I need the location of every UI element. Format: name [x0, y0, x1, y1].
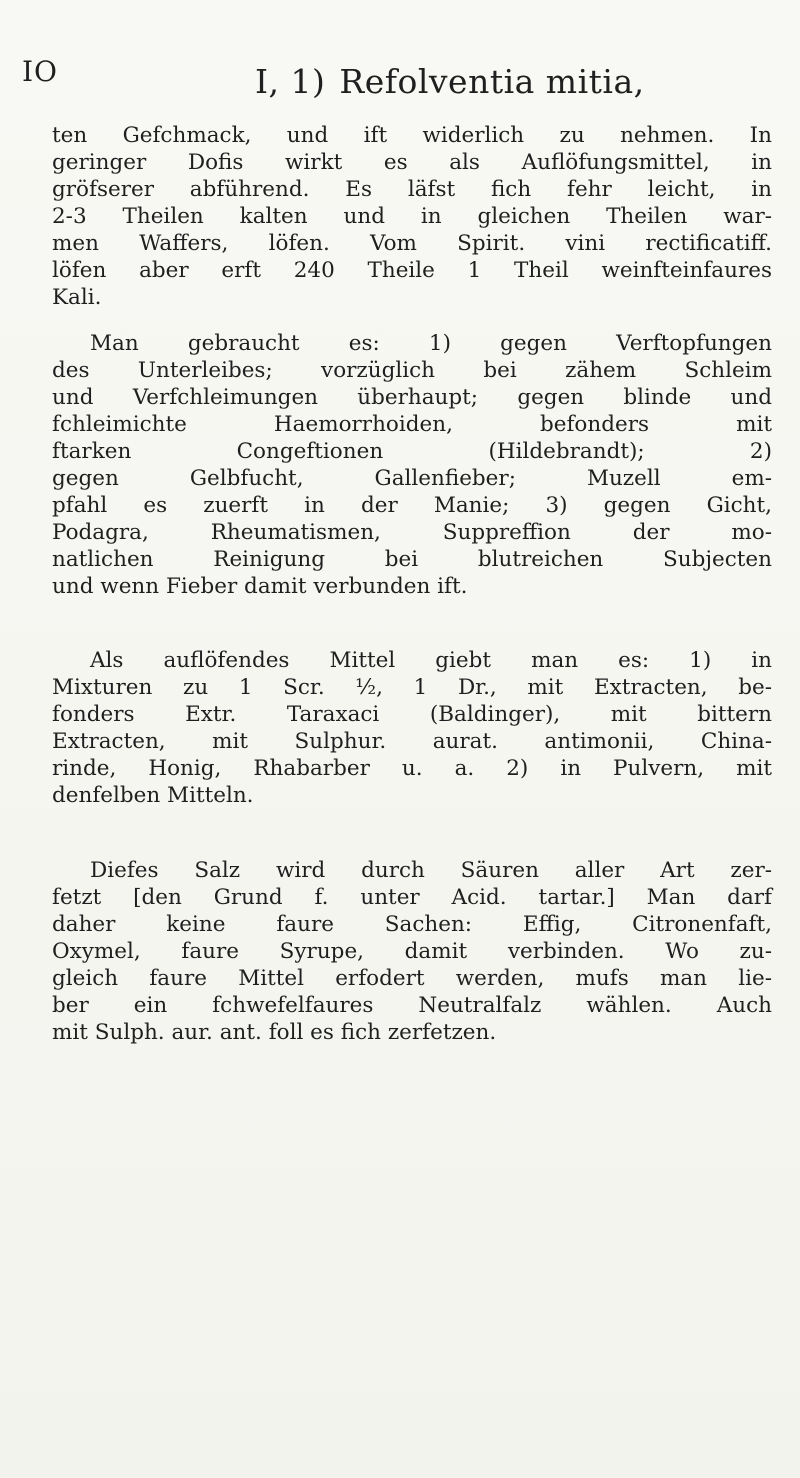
text-line: pfahl es zuerft in der Manie; 3) gegen Gicht, — [52, 493, 772, 518]
running-head — [255, 62, 645, 101]
text-line: fchleimichte Haemorrhoiden, befonders mit — [52, 412, 772, 437]
text-line: gleich faure Mittel erfodert werden, mufs man lie- — [52, 966, 772, 991]
text-line: geringer Dofis wirkt es als Auflöfungsmittel, in — [52, 150, 772, 175]
text-line: löfen aber erft 240 Theile 1 Theil weinfteinfaures — [52, 258, 772, 283]
text-line: men Waffers, löfen. Vom Spirit. vini rectificatiff. — [52, 231, 772, 256]
paragraph-4 — [52, 857, 772, 1046]
text-line: fonders Extr. Taraxaci (Baldinger), mit bittern — [52, 702, 772, 727]
text-line: Extracten, mit Sulphur. aurat. antimonii, China- — [52, 729, 772, 754]
text-line: Diefes Salz wird durch Säuren aller Art zer- — [90, 858, 772, 883]
text-line: gröfserer abführend. Es läfst fich fehr leicht, in — [52, 177, 772, 202]
text-line: Mixturen zu 1 Scr. ½, 1 Dr., mit Extracten, be- — [52, 675, 772, 700]
paragraph-1 — [52, 122, 772, 311]
text-line: denfelben Mitteln. — [52, 783, 254, 808]
text-line: des Unterleibes; vorzüglich bei zähem Schleim — [52, 358, 772, 383]
paragraph-3 — [52, 647, 772, 809]
text-line: daher keine faure Sachen: Effig, Citronenfaft, — [52, 912, 772, 937]
text-line: und wenn Fieber damit verbunden ift. — [52, 574, 468, 599]
text-line: 2-3 Theilen kalten und in gleichen Theilen war- — [52, 204, 772, 229]
section-number: I, 1) — [255, 62, 326, 101]
section-title: Refolventia mitia, — [339, 62, 645, 101]
text-line: ten Gefchmack, und ift widerlich zu nehmen. In — [52, 123, 772, 148]
text-line: ftarken Congeftionen (Hildebrandt); 2) — [52, 439, 772, 464]
text-line: Podagra, Rheumatismen, Suppreffion der mo- — [52, 520, 772, 545]
text-line: mit Sulph. aur. ant. foll es fich zerfetzen. — [52, 1020, 497, 1045]
text-line: fetzt [den Grund f. unter Acid. tartar.] Man darf — [52, 885, 772, 910]
text-line: Oxymel, faure Syrupe, damit verbinden. Wo zu- — [52, 939, 772, 964]
text-line: Kali. — [52, 285, 102, 310]
text-line: Man gebraucht es: 1) gegen Verftopfungen — [90, 331, 772, 356]
page-number: IO — [22, 55, 59, 88]
text-line: Als auflöfendes Mittel giebt man es: 1) in — [90, 648, 772, 673]
text-line: ber ein fchwefelfaures Neutralfalz wählen. Auch — [52, 993, 772, 1018]
body-text — [52, 122, 772, 1046]
text-line: und Verfchleimungen überhaupt; gegen blinde und — [52, 385, 772, 410]
paragraph-2 — [52, 330, 772, 600]
text-line: gegen Gelbfucht, Gallenfieber; Muzell em- — [52, 466, 772, 491]
text-line: natlichen Reinigung bei blutreichen Subjecten — [52, 547, 772, 572]
text-line: rinde, Honig, Rhabarber u. a. 2) in Pulvern, mit — [52, 756, 772, 781]
